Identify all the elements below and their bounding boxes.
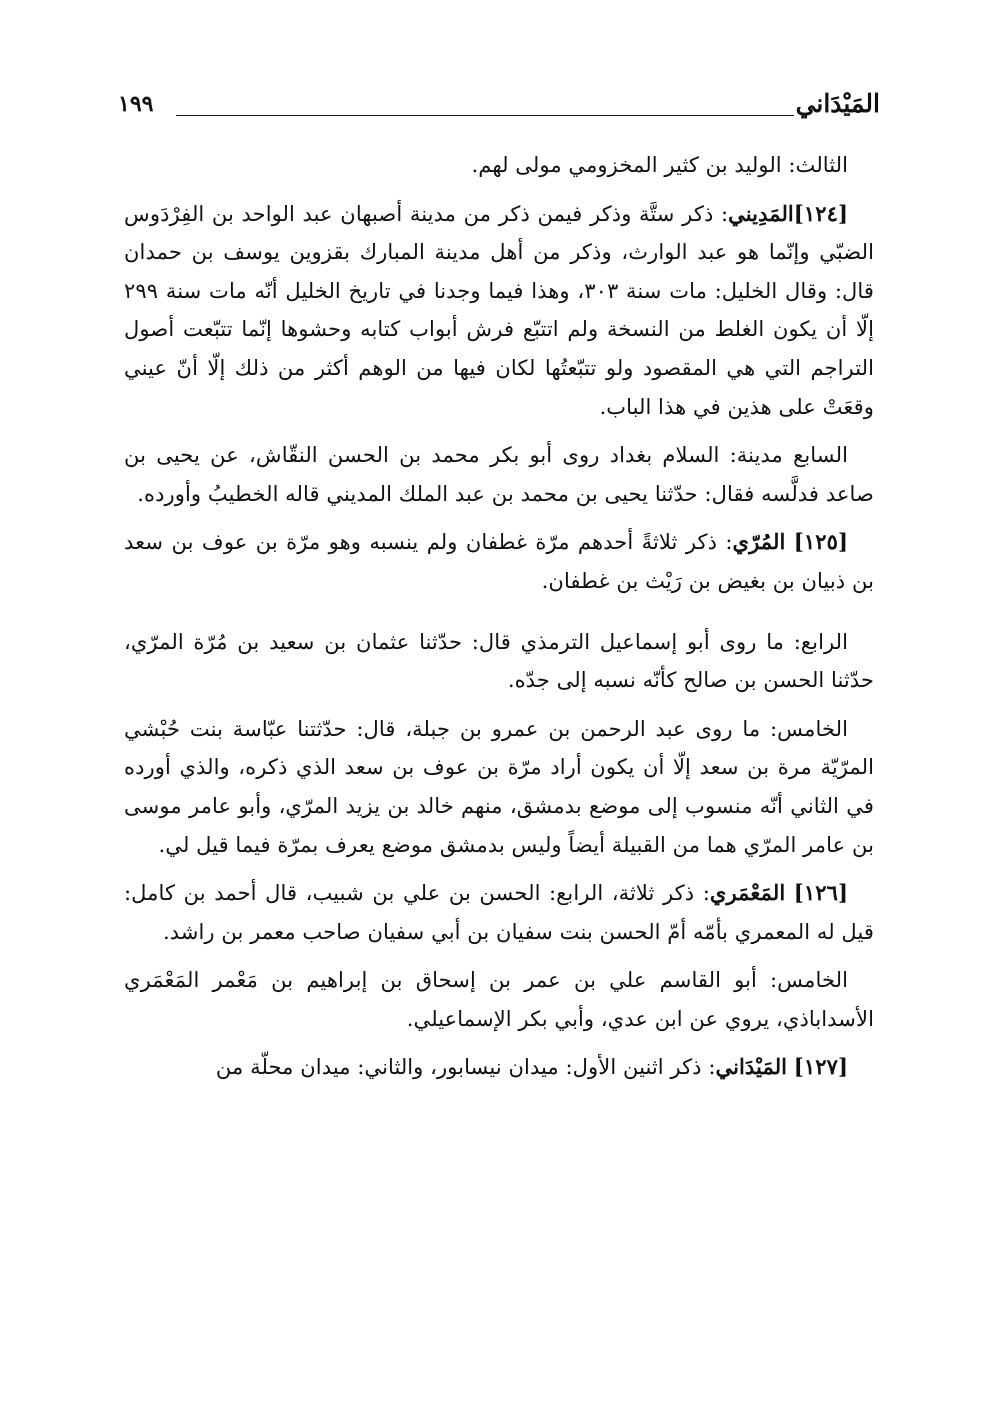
entry-title: المَدِيني [728,200,794,226]
paragraph-third [124,146,874,185]
main-text [124,146,874,1097]
entry-125 [124,523,874,600]
paragraph-seventh [124,436,874,513]
paragraph-fifth-second [124,961,874,1038]
entry-127 [124,1048,874,1087]
paragraph-text: الرابع: ما روى أبو إسماعيل الترمذي قال: حدّثنا عثمان بن سعيد بن مُرّة المرّي، حدّثنا الحسن بن صالح كأنّه نسبه إلى جدّه. [124,628,874,693]
entry-number: [١٢٦] [793,880,848,906]
paragraph-text: السابع مدينة: السلام بغداد روى أبو بكر محمد بن الحسن النقّاش، عن يحيى بن صاعد فدلَّسه فقال: حدّثنا يحيى بن محمد بن عبد الملك المديني قاله الخطيبُ وأورده. [124,442,874,506]
entry-126 [124,874,874,951]
paragraph-text: الثالث: الوليد بن كثير المخزومي مولى لهم. [471,152,848,177]
paragraph-text: الخامس: أبو القاسم علي بن عمر بن إسحاق بن إبراهيم بن مَعْمر المَعْمَري الأسداباذي، يروي عن ابن عدي، وأبي بكر الإسماعيلي. [124,967,874,1031]
entry-text: : ذكر ثلاثةً أحدهم مرّة غطفان ولم ينسبه وهو مرّة بن عوف بن سعد بن ذبيان بن بغيض بن رَيْث بن غطفان. [124,529,874,593]
header-rule [176,115,794,116]
entry-text: : ذكر ثلاثة، الرابع: الحسن بن علي بن شبيب، قال أحمد بن كامل: قيل له المعمري بأمّه أمّ الحسن بنت سفيان بن أبي سفيان صاحب معمر بن راشد. [124,880,874,944]
running-title: المَيْدَاني [795,89,880,118]
paragraph-fourth [124,623,874,700]
running-header [118,84,880,124]
entry-title: المَيْدَاني [715,1054,788,1080]
page-number: ١٩٩ [118,91,154,117]
entry-number: [١٢٥] [793,529,848,555]
entry-title: المُرّي [732,529,786,555]
entry-124 [124,195,874,427]
paragraph-fifth [124,710,874,864]
entry-number: [١٢٧] [793,1054,848,1080]
entry-text: : ذكر اثنين الأول: ميدان نيسابور، والثاني: ميدان محلّة من [215,1054,716,1080]
entry-text: : ذكر ستَّة وذكر فيمن ذكر من مدينة أصبهان عبد الواحد بن الفِرْدَوس الضبّي وإنّما هو عبد الوارث، وذكر من أهل مدينة المبارك بقزوين يوسف بن حمدان قال: وقال الخليل: مات سنة ٣٠٣، وهذا فيما وجدنا في تاريخ الخليل أنّه مات سنة ٢٩٩ إلّا أن يكون الغلط من النسخة ولم اتتبّع فرش أبواب كتابه وحشوها إنّما تتبّعت أصول التراجم التي هي المقصود ولو تتبّعتُها لكان فيها من الوهم أكثر من ذلك إلّا أنّ عيني وقعَتْ على هذين في هذا الباب. [124,200,874,419]
paragraph-text: الخامس: ما روى عبد الرحمن بن عمرو بن جبلة، قال: حدّثتنا عبّاسة بنت حُبْشي المرّيّة مرة بن سعد إلّا أن يكون أراد مرّة بن عوف بن سعد الذي ذكره، والذي أورده في الثاني أنّه منسوب إلى موضع بدمشق، منهم خالد بن يزيد المرّي، وأبو عامر موسى بن عامر المرّي هما من القبيلة أيضاً وليس بدمشق موضع يعرف بمرّة فيما قيل لي. [124,715,874,857]
entry-number: [١٢٤] [793,200,848,226]
entry-title: المَعْمَري [709,880,786,906]
